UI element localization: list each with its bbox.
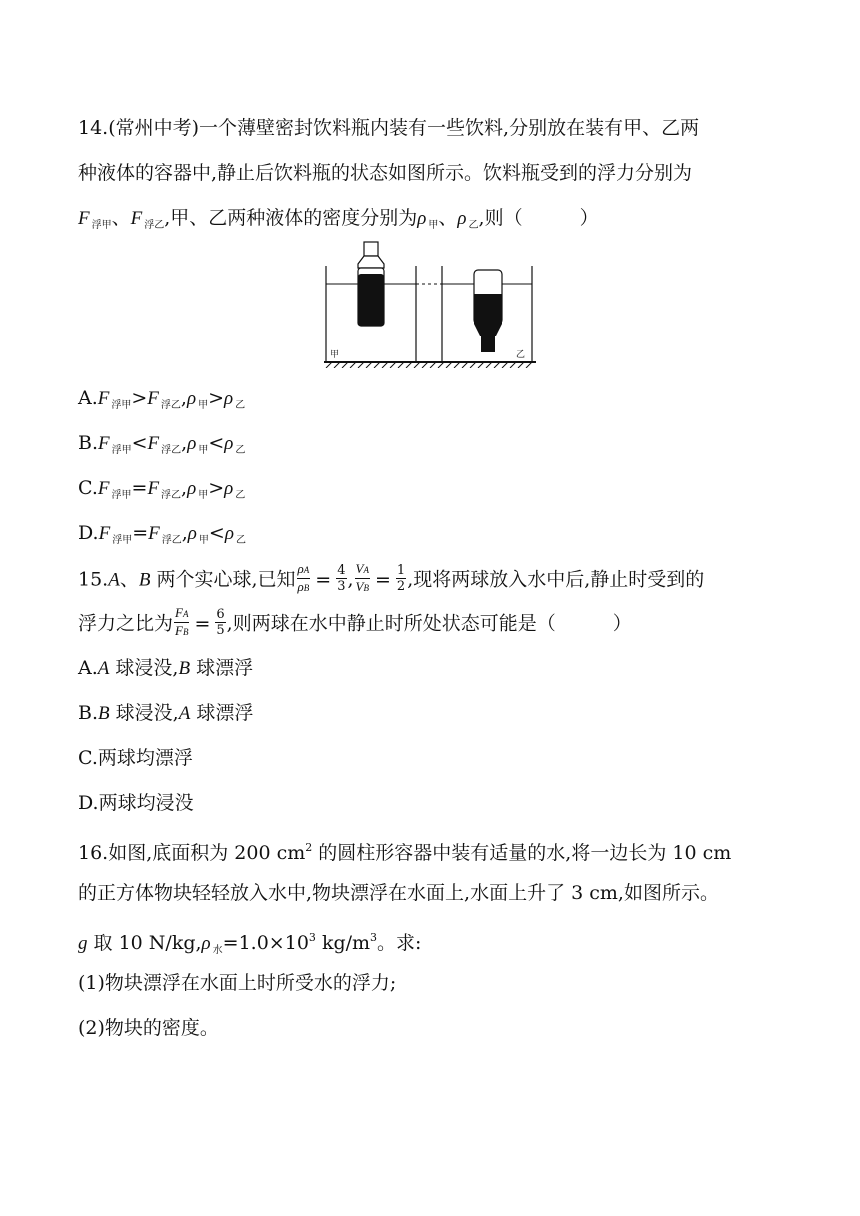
q14-option-a: A.F $_{浮甲}$>F $_{浮乙}$,ρ $_甲$>ρ $_乙$ <box>78 387 246 411</box>
q15-line2: 浮力之比为 $\frac{FA}{FB}$ = $\frac{6}{5}$ ,则两球在水中静止时所处状态可能是（ ） <box>78 605 632 638</box>
q15-line1: 15.A、B 两个实心球,已知 $\frac{\rho A}{\rho B}$ = $\frac{4}{3}$ , $\frac{VA}{VB}$ = $\frac{1}{2}$ ,现将两球放入水中后,静止时受到的 <box>78 561 705 594</box>
force-symbol: F <box>130 208 143 229</box>
density-symbol: ρ <box>457 208 467 229</box>
q14-text-mid: ,甲、乙两种液体的密度分别为 <box>164 207 418 229</box>
fraction-4-3: $\frac{4}{3}$ <box>337 563 346 594</box>
fraction-1-2: $\frac{1}{2}$ <box>396 563 406 594</box>
q14-option-d: D.F $_{浮甲}$=F $_{浮乙}$,ρ $_甲$<ρ $_乙$ <box>78 522 246 546</box>
q15-option-c: C.两球均漂浮 <box>78 747 193 769</box>
q14-option-b: B.F $_{浮甲}$<F $_{浮乙}$,ρ $_甲$<ρ $_乙$ <box>78 432 246 456</box>
subscript-jia: 甲 <box>428 220 439 231</box>
q14-line2: 种液体的容器中,静止后饮料瓶的状态如图所示。饮料瓶受到的浮力分别为 <box>78 162 693 184</box>
q15-option-b: B.B 球浸没,A 球漂浮 <box>78 702 254 724</box>
volume-ratio-fraction: $\frac{VA}{VB}$ <box>355 561 369 594</box>
bottle-upright <box>358 242 384 326</box>
bottle-in-liquids-figure <box>320 238 540 368</box>
subscript-fu-yi: 浮乙 <box>144 220 165 231</box>
bottle-inverted <box>474 270 502 352</box>
q15-option-a: A.A 球浸没,B 球漂浮 <box>78 657 254 679</box>
subscript-yi: 乙 <box>468 220 479 231</box>
q14-line1: 14.(常州中考)一个薄壁密封饮料瓶内装有一些饮料,分别放在装有甲、乙两 <box>78 117 700 139</box>
q16-part1: (1)物块漂浮在水面上时所受水的浮力; <box>78 972 397 994</box>
label-jia: 甲 <box>330 350 340 360</box>
q14-line3 <box>78 205 820 239</box>
q15-option-d: D.两球均浸没 <box>78 792 194 814</box>
q16-line3: g 取 10 N/kg,ρ $_水=1.0\times 10^3$ $kg/m^3$。求: <box>78 931 422 956</box>
density-ratio-fraction: $\frac{\rho A}{\rho B}$ <box>297 561 310 594</box>
density-symbol: ρ <box>417 208 427 229</box>
separator: 、 <box>111 207 131 229</box>
force-symbol: F <box>78 208 90 229</box>
q16-line1: 16.如图,底面积为 200 $cm^2$ 的圆柱形容器中装有适量的水,将一边长为 10 cm <box>78 841 732 864</box>
q16-part2: (2)物块的密度。 <box>78 1017 219 1039</box>
q14-option-c: C.F $_{浮甲}$=F $_{浮乙}$,ρ $_甲$>ρ $_乙$ <box>78 477 246 501</box>
label-yi: 乙 <box>516 350 526 360</box>
fraction-6-5: $\frac{6}{5}$ <box>216 607 225 638</box>
q14-text-end: ,则（ ） <box>478 207 599 229</box>
separator: 、 <box>438 207 458 229</box>
force-ratio-fraction: $\frac{FA}{FB}$ <box>175 605 189 638</box>
subscript-fu-jia: 浮甲 <box>91 220 112 231</box>
q16-line2: 的正方体物块轻轻放入水中,物块漂浮在水面上,水面上升了 3 cm,如图所示。 <box>78 882 719 904</box>
